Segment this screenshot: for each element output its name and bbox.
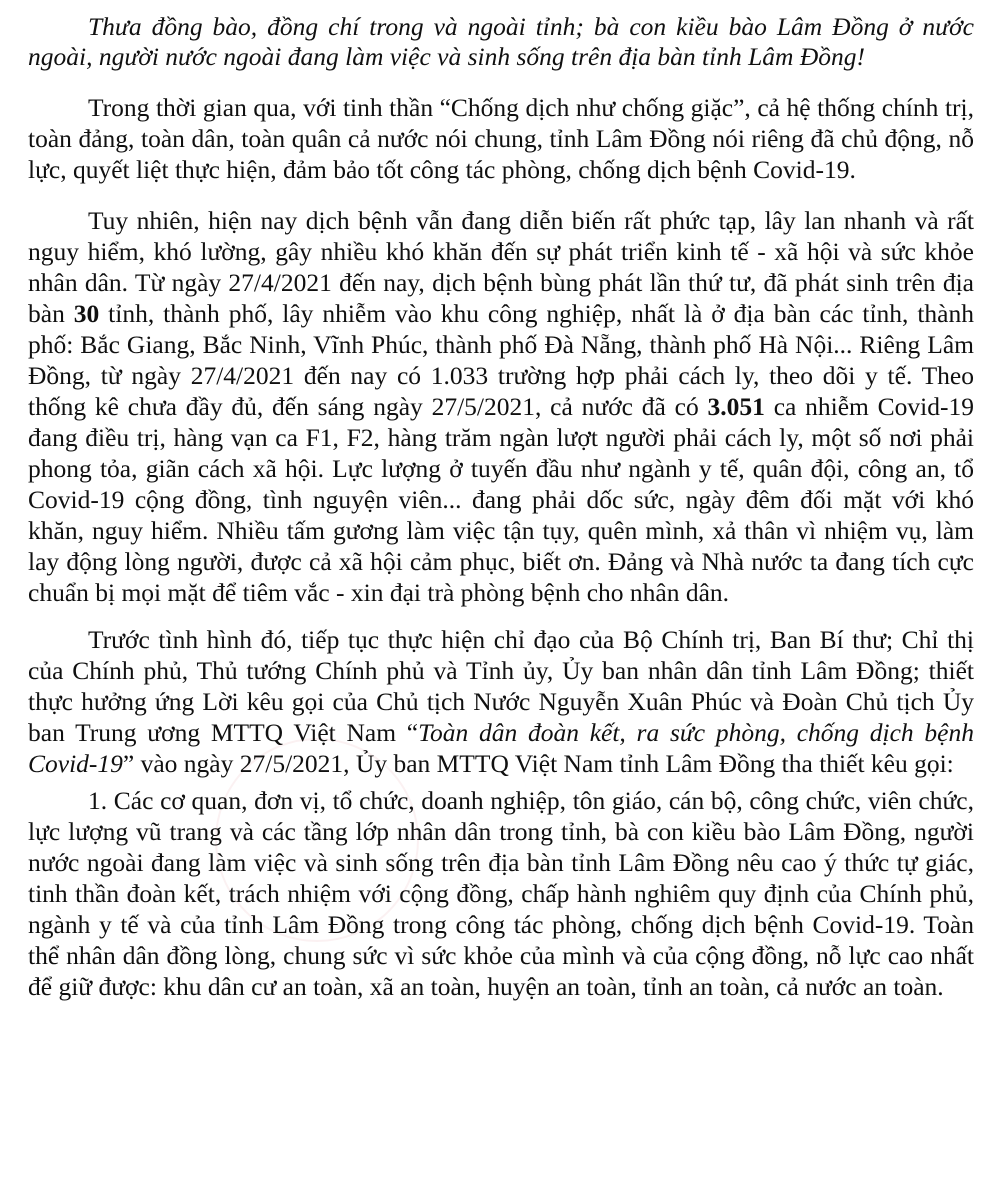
greeting-paragraph: Thưa đồng bào, đồng chí trong và ngoài tỉnh; bà con kiều bào Lâm Đồng ở nước ngoài, người nước ngoài đang làm việc và sinh sống trên địa bàn tỉnh Lâm Đồng! [28,12,974,71]
situation-text-3: ca nhiễm Covid-19 đang điều trị, hàng vạn ca F1, F2, hàng trăm ngàn lượt người phải cách ly, một số nơi phải phong tỏa, giãn cách xã hội. Lực lượng ở tuyến đầu như ngành y tế, quân đội, công an, tổ Covid-19 cộng đồng, tình nguyện viên... đang phải dốc sức, ngày đêm đối mặt với khó khăn, nguy hiểm. Nhiều tấm gương làm việc tận tụy, quên mình, xả thân vì nhiệm vụ, làm lay động lòng người, được cả xã hội cảm phục, biết ơn. Đảng và Nhà nước ta đang tích cực chuẩn bị mọi mặt để tiêm vắc - xin đại trà phòng bệnh cho nhân dân. [28,392,974,607]
province-count: 30 [73,299,100,328]
document-page [28,12,974,1002]
situation-text-1: Tuy nhiên, hiện nay dịch bệnh vẫn đang diễn biến rất phức tạp, lây lan nhanh và rất nguy hiểm, khó lường, gây nhiều khó khăn đến sự phát triển kinh tế - xã hội và sức khỏe nhân dân. Từ ngày 27/4/2021 đến nay, dịch bệnh bùng phát lần thứ tư, đã phát sinh trên địa bàn [28,206,974,328]
paragraph-situation [28,205,974,608]
call-text-1: Trước tình hình đó, tiếp tục thực hiện chỉ đạo của Bộ Chính trị, Ban Bí thư; Chỉ thị của Chính phủ, Thủ tướng Chính phủ và Tỉnh ủy, Ủy ban nhân dân tỉnh Lâm Đồng; thiết thực hưởng ứng Lời kêu gọi của Chủ tịch Nước Nguyễn Xuân Phúc và Đoàn Chủ tịch Ủy ban Trung ương MTTQ Việt Nam “ [28,625,974,747]
case-count: 3.051 [707,392,765,421]
situation-text-2: tỉnh, thành phố, lây nhiễm vào khu công nghiệp, nhất là ở địa bàn các tỉnh, thành phố: Bắc Giang, Bắc Ninh, Vĩnh Phúc, thành phố Đà Nẵng, thành phố Hà Nội... Riêng Lâm Đồng, từ ngày 27/4/2021 đến nay có 1.033 trường hợp phải cách ly, theo dõi y tế. Theo thống kê chưa đầy đủ, đến sáng ngày 27/5/2021, cả nước đã có [28,299,974,421]
paragraph-item-1: 1. Các cơ quan, đơn vị, tổ chức, doanh nghiệp, tôn giáo, cán bộ, công chức, viên chức, lực lượng vũ trang và các tầng lớp nhân dân trong tỉnh, bà con kiều bào Lâm Đồng, người nước ngoài đang làm việc và sinh sống trên địa bàn tỉnh Lâm Đồng nêu cao ý thức tự giác, tinh thần đoàn kết, trách nhiệm với cộng đồng, chấp hành nghiêm quy định của Chính phủ, ngành y tế và của tỉnh Lâm Đồng trong công tác phòng, chống dịch bệnh Covid-19. Toàn thể nhân dân đồng lòng, chung sức vì sức khỏe của mình và của cộng đồng, nỗ lực cao nhất để giữ được: khu dân cư an toàn, xã an toàn, huyện an toàn, tỉnh an toàn, cả nước an toàn. [28,786,974,1001]
slogan: Toàn dân đoàn kết, ra sức phòng, chống dịch bệnh Covid-19 [28,718,974,778]
paragraph-call [28,624,974,779]
paragraph-context: Trong thời gian qua, với tinh thần “Chống dịch như chống giặc”, cả hệ thống chính trị, toàn đảng, toàn dân, toàn quân cả nước nói chung, tỉnh Lâm Đồng nói riêng đã chủ động, nỗ lực, quyết liệt thực hiện, đảm bảo tốt công tác phòng, chống dịch bệnh Covid-19. [28,93,974,184]
call-text-2: ” vào ngày 27/5/2021, Ủy ban MTTQ Việt Nam tỉnh Lâm Đồng tha thiết kêu gọi: [122,749,954,778]
